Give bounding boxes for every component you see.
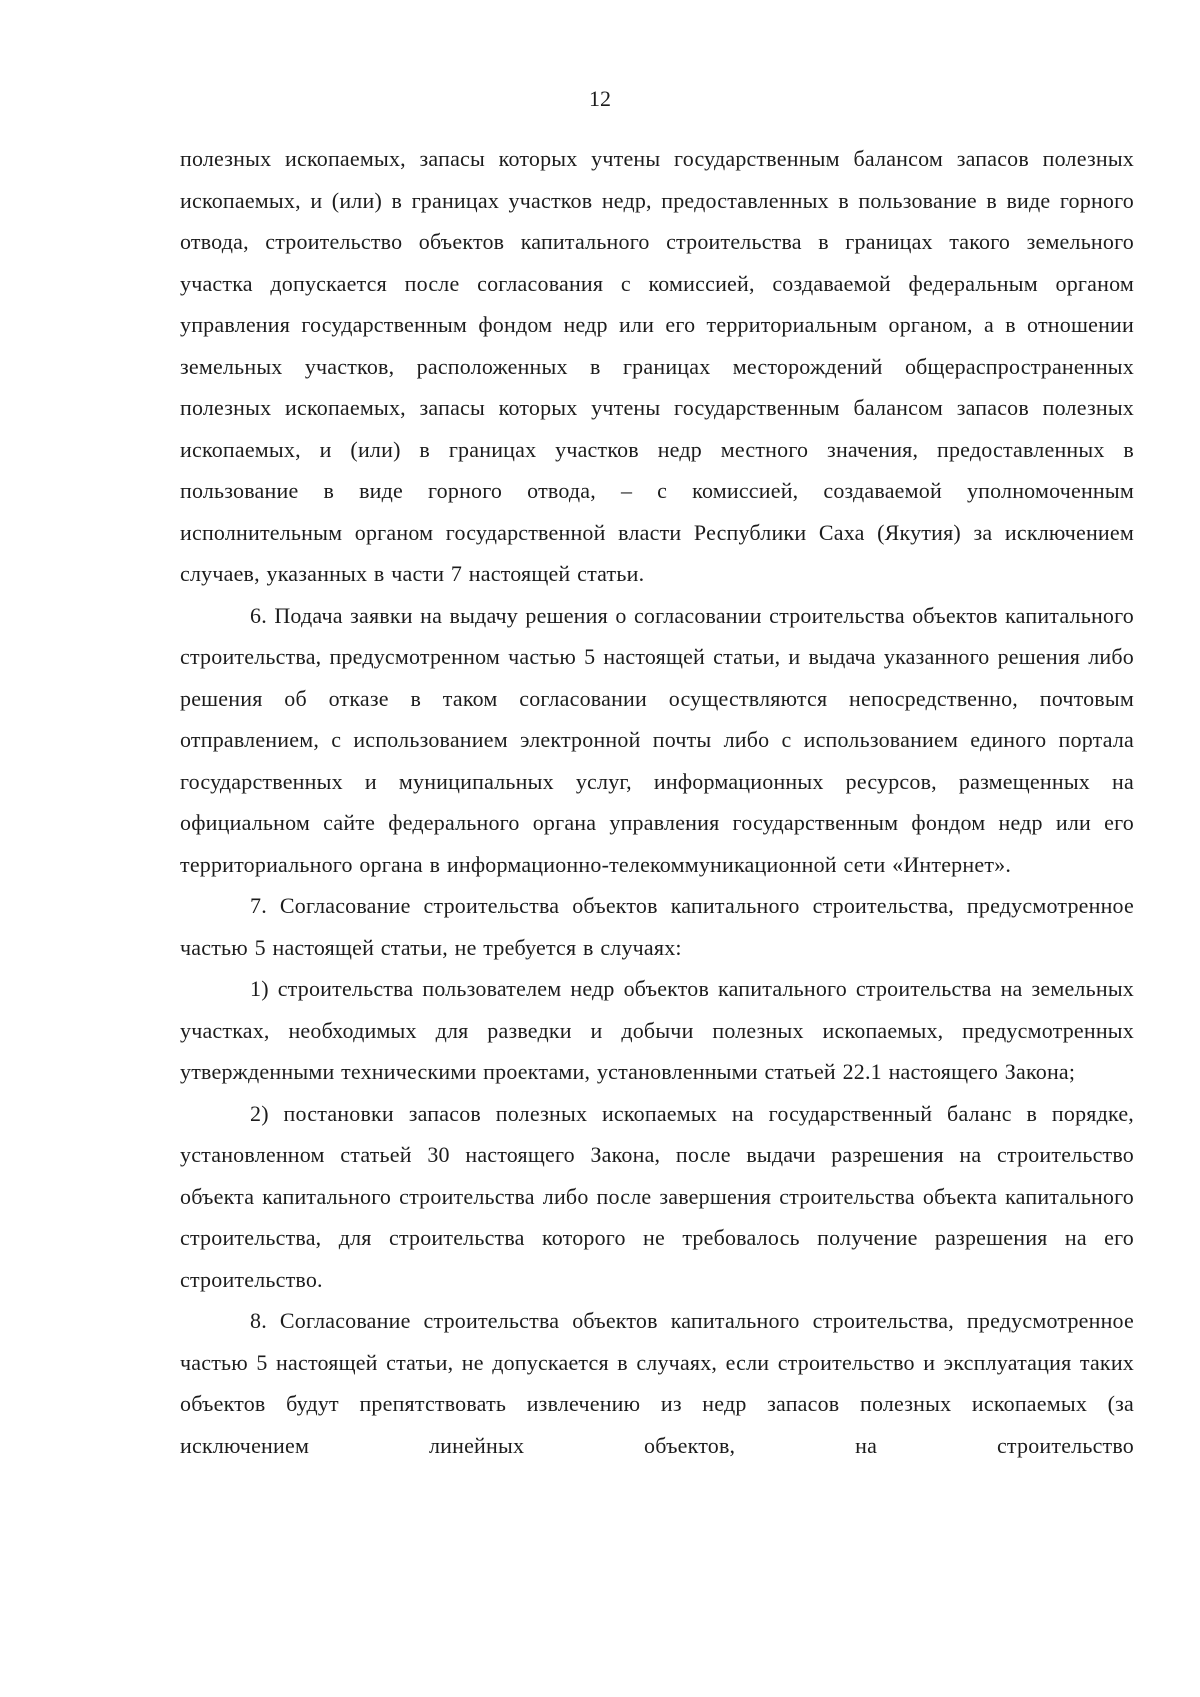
paragraph-8: 8. Согласование строительства объектов капитального строительства, предусмотренное частью 5 настоящей статьи, не допускается в случаях, если строительство и эксплуатация таких объектов будут препятствовать извлечению из недр запасов полезных ископаемых (за исключением линейных объектов, на строительство [180,1308,1134,1458]
paragraph-7-item-1: 1) строительства пользователем недр объектов капитального строительства на земельных участках, необходимых для разведки и добычи полезных ископаемых, предусмотренных утвержденными техническими проектами, установленными статьей 22.1 настоящего Закона; [180,976,1134,1084]
body-text [180,138,1134,1466]
paragraph-continuation: полезных ископаемых, запасы которых учтены государственным балансом запасов полезных ископаемых, и (или) в границах участков недр, предоставленных в пользование в виде горного отвода, строительство объектов капитального строительства в границах такого земельного участка допускается после согласования с комиссией, создаваемой федеральным органом управления государственным фондом недр или его территориальным органом, а в отношении земельных участков, расположенных в границах месторождений общераспространенных полезных ископаемых, запасы которых учтены государственным балансом запасов полезных ископаемых, и (или) в границах участков недр местного значения, предоставленных в пользование в виде горного отвода, – с комиссией, создаваемой уполномоченным исполнительным органом государственной власти Республики Саха (Якутия) за исключением случаев, указанных в части 7 настоящей статьи. [180,146,1134,586]
paragraph-7-item-2: 2) постановки запасов полезных ископаемых на государственный баланс в порядке, установленном статьей 30 настоящего Закона, после выдачи разрешения на строительство объекта капитального строительства либо после завершения строительства объекта капитального строительства, для строительства которого не требовалось получение разрешения на его строительство. [180,1100,1134,1292]
paragraph-7: 7. Согласование строительства объектов капитального строительства, предусмотренное частью 5 настоящей статьи, не требуется в случаях: [180,893,1134,960]
page-number: 12 [589,86,611,111]
paragraph-6: 6. Подача заявки на выдачу решения о согласовании строительства объектов капитального строительства, предусмотренном частью 5 настоящей статьи, и выдача указанного решения либо решения об отказе в таком согласовании осуществляются непосредственно, почтовым отправлением, с использованием электронной почты либо с использованием единого портала государственных и муниципальных услуг, информационных ресурсов, размещенных на официальном сайте федерального органа управления государственным фондом недр или его территориального органа в информационно-телекоммуникационной сети «Интернет». [180,602,1134,877]
